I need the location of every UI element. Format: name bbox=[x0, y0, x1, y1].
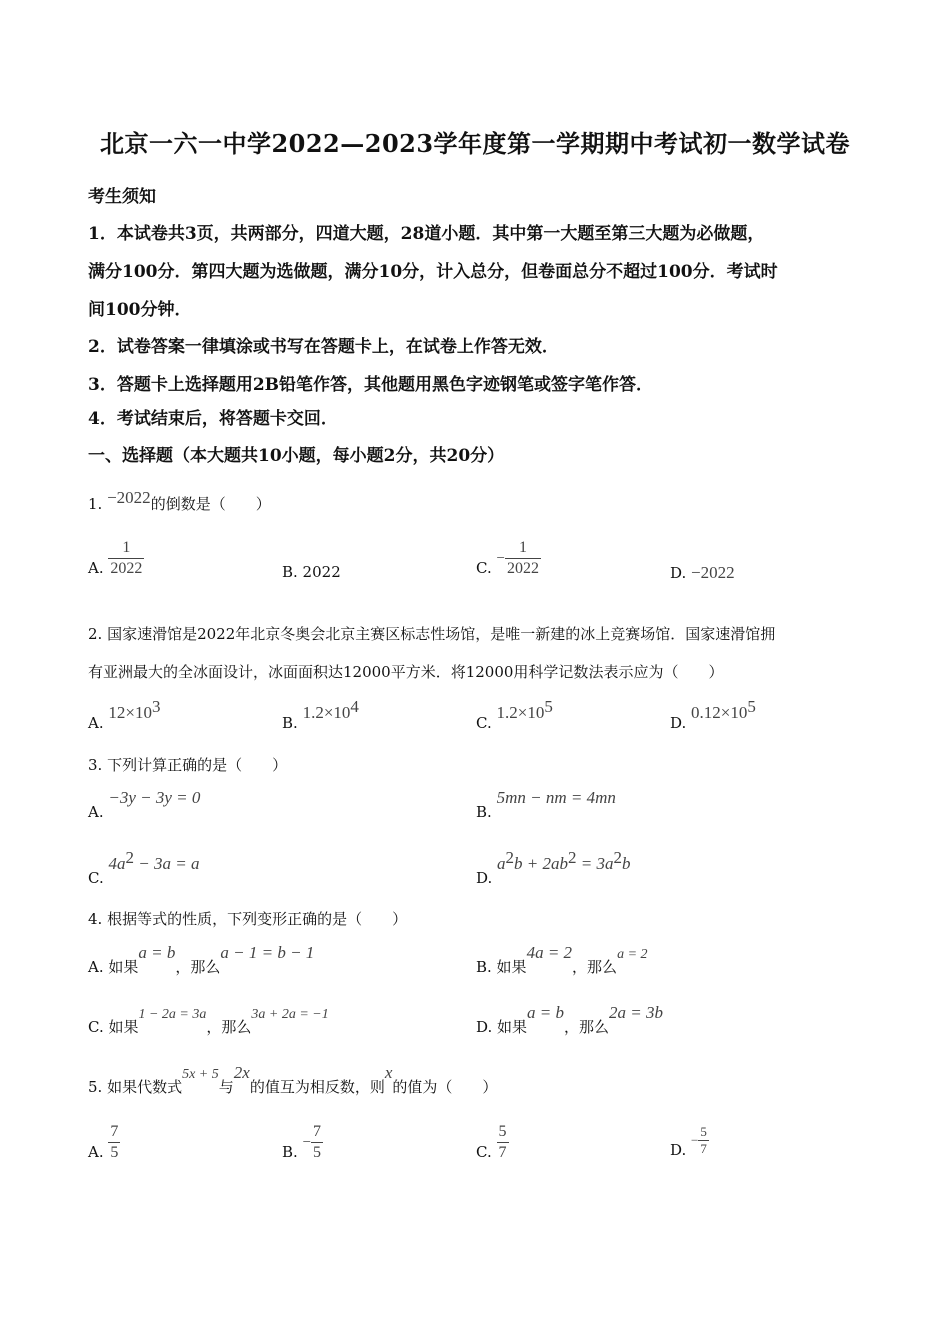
exponent: 5 bbox=[544, 697, 553, 716]
notice-line-1c: 间100分钟． bbox=[88, 300, 192, 320]
option-label: D. 如果 bbox=[476, 1018, 528, 1036]
notice-heading: 考生须知 bbox=[88, 187, 156, 207]
fraction: $\frac{1}{2022}$ bbox=[110, 539, 143, 577]
question-1-stem bbox=[88, 488, 271, 514]
notice-line-1b: 满分100分．第四大题为选做题，满分10分，计入总分，但卷面总分不超过100分．考试时 bbox=[88, 262, 778, 282]
option-label: C. 如果 bbox=[88, 1018, 139, 1036]
q4-option-d bbox=[476, 1002, 664, 1036]
q2-option-c bbox=[476, 697, 553, 732]
notice-line-3: 3．答题卡上选择题用2B铅笔作答，其他题用黑色字迹钢笔或签字笔作答． bbox=[88, 375, 654, 395]
math-expression: 0.12×10 bbox=[691, 703, 748, 722]
section-heading: 一、选择题（本大题共10小题，每小题2分，共20分） bbox=[88, 446, 505, 466]
q1-option-b: B. 2022 bbox=[282, 563, 341, 581]
option-label: C. bbox=[88, 869, 104, 887]
option-label: B. bbox=[476, 803, 492, 821]
q3-option-a bbox=[88, 788, 201, 821]
q4-option-b bbox=[476, 942, 648, 976]
option-label: A. bbox=[88, 803, 104, 821]
q5-option-c bbox=[476, 1122, 509, 1163]
math-expression: 2a = 3b bbox=[609, 1003, 664, 1022]
connector-text: ，那么 bbox=[206, 1018, 252, 1036]
question-text: 与 bbox=[218, 1078, 234, 1096]
option-label: B. bbox=[282, 1142, 298, 1161]
fraction: $\frac{5}{7}$ bbox=[498, 1123, 507, 1161]
math-expression: 1.2×10 bbox=[302, 703, 351, 722]
notice-line-2: 2．试卷答案一律填涂或书写在答题卡上，在试卷上作答无效． bbox=[88, 337, 559, 357]
math-expression: 12×10 bbox=[108, 703, 152, 722]
math-expression: 2x bbox=[233, 1063, 250, 1082]
q5-option-b bbox=[282, 1122, 323, 1163]
option-label: A. bbox=[88, 1142, 104, 1161]
option-label: D. bbox=[670, 1140, 687, 1159]
q1-option-d bbox=[670, 563, 735, 583]
math-expression: a = 2 bbox=[617, 947, 648, 962]
exponent: 2 bbox=[505, 848, 515, 867]
q3-option-c bbox=[88, 848, 200, 887]
fraction: $\frac{7}{5}$ bbox=[110, 1123, 119, 1161]
math-expression: −2022 bbox=[691, 563, 735, 582]
connector-text: ，那么 bbox=[175, 958, 221, 976]
q5-option-a bbox=[88, 1122, 120, 1163]
math-expression: 1 − 2a = 3a bbox=[138, 1007, 207, 1022]
exponent: 2 bbox=[613, 848, 623, 867]
fraction: $\frac{7}{5}$ bbox=[313, 1123, 322, 1161]
math-expression: a = b bbox=[138, 943, 176, 962]
exponent: 4 bbox=[350, 697, 359, 716]
math-expression: = 3a bbox=[576, 854, 614, 873]
math-expression: −2022 bbox=[107, 488, 151, 507]
exponent: 2 bbox=[568, 848, 577, 867]
notice-line-4: 4．考试结束后，将答题卡交回． bbox=[88, 409, 338, 429]
connector-text: ，那么 bbox=[572, 958, 618, 976]
option-label: C. bbox=[476, 714, 492, 732]
q4-option-a bbox=[88, 942, 315, 976]
exponent: 2 bbox=[125, 848, 134, 867]
exponent: 5 bbox=[747, 697, 756, 716]
q2-option-b bbox=[282, 697, 359, 732]
option-label: B. 如果 bbox=[476, 958, 527, 976]
option-label: D. bbox=[670, 564, 687, 582]
math-expression: a − 1 = b − 1 bbox=[220, 943, 315, 962]
math-expression: −3y − 3y = 0 bbox=[108, 788, 201, 807]
option-label: A. bbox=[88, 714, 104, 732]
math-expression: 4a bbox=[108, 854, 126, 873]
page-title: 北京一六一中学2022—2023学年度第一学期期中考试初一数学试卷 bbox=[99, 129, 851, 158]
q4-option-c bbox=[88, 1002, 329, 1036]
exponent: 3 bbox=[151, 697, 161, 716]
math-expression: 4a = 2 bbox=[526, 943, 573, 962]
math-expression: x bbox=[384, 1063, 393, 1082]
q1-option-a bbox=[88, 538, 144, 579]
question-5-stem bbox=[88, 1062, 498, 1096]
option-label: B. bbox=[282, 714, 298, 732]
question-2-line-2: 有亚洲最大的全冰面设计，冰面面积达12000平方米．将12000用科学记数法表示应为（ ） bbox=[88, 663, 724, 681]
connector-text: ，那么 bbox=[564, 1018, 610, 1036]
question-text: 5. 如果代数式 bbox=[88, 1078, 183, 1096]
math-expression: 3a + 2a = −1 bbox=[251, 1007, 329, 1022]
option-label: C. bbox=[476, 1142, 492, 1161]
q1-option-c bbox=[476, 538, 541, 579]
question-4-stem: 4. 根据等式的性质，下列变形正确的是（ ） bbox=[88, 910, 408, 928]
q2-option-d bbox=[670, 697, 756, 732]
notice-line-1a: 1．本试卷共3页，共两部分，四道大题，28道小题．其中第一大题至第三大题为必做题， bbox=[88, 224, 765, 244]
option-label: C. bbox=[476, 558, 492, 577]
math-expression: b bbox=[622, 854, 631, 873]
q2-option-a bbox=[88, 697, 161, 732]
math-expression: 5x + 5 bbox=[182, 1067, 219, 1082]
minus-sign: − bbox=[691, 1132, 699, 1148]
minus-sign: − bbox=[302, 1134, 312, 1151]
math-expression: a bbox=[497, 854, 506, 873]
option-label: D. bbox=[476, 869, 493, 887]
option-label: A. 如果 bbox=[88, 958, 139, 976]
question-2-line-1: 2. 国家速滑馆是2022年北京冬奥会北京主赛区标志性场馆，是唯一新建的冰上竞赛场馆．国家速滑馆拥 bbox=[88, 625, 776, 643]
fraction: $\frac{1}{2022}$ bbox=[506, 539, 539, 577]
option-label: D. bbox=[670, 714, 687, 732]
fraction: $\frac{5}{7}$ bbox=[700, 1124, 707, 1156]
question-text: 的值互为相反数，则 bbox=[249, 1078, 385, 1096]
math-expression: b + 2ab bbox=[514, 854, 569, 873]
math-expression: 5mn − nm = 4mn bbox=[496, 788, 616, 807]
math-expression: 1.2×10 bbox=[496, 703, 545, 722]
question-number: 1. bbox=[88, 495, 103, 513]
q5-option-d bbox=[670, 1124, 709, 1157]
question-text: 的倒数是（ ） bbox=[150, 495, 271, 513]
question-text: 的值为（ ） bbox=[392, 1078, 498, 1096]
option-label: A. bbox=[88, 558, 104, 577]
minus-sign: − bbox=[496, 550, 505, 567]
question-3-stem: 3. 下列计算正确的是（ ） bbox=[88, 756, 288, 774]
math-expression: a = b bbox=[527, 1003, 565, 1022]
q3-option-d bbox=[476, 848, 631, 887]
math-expression: − 3a = a bbox=[134, 854, 200, 873]
q3-option-b bbox=[476, 788, 616, 821]
